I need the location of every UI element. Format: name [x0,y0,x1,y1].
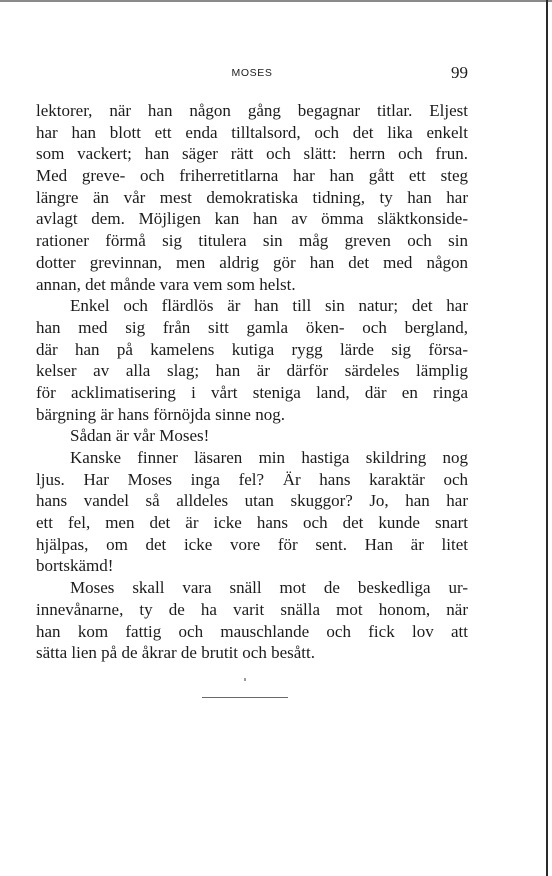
text-line: bärgning är hans förnöjda sinne nog. [36,404,285,424]
section-end-rule [202,697,288,698]
text-line: lektorer, när han någon gång begagnar titlar. Eljest [36,101,468,120]
text-line: sätta lien på de åkrar de brutit och besått. [36,643,315,663]
page-right-edge [546,0,548,876]
ink-speck [244,678,246,681]
text-line: ett fel, men det är icke hans och det kunde snart [36,513,468,533]
text-line: innevånarne, ty de ha varit snälla mot honom, när [36,599,468,619]
text-line: för acklimatisering i vårt steniga land, där en ringa [36,382,468,402]
body-text [36,100,468,664]
running-head [36,63,468,84]
text-line: han med sig från sitt gamla öken- och bergland, [36,317,468,337]
text-line: kelser av alla slag; han är därför särdeles lämplig [36,361,468,381]
text-line: avlagt dem. Möjligen kan han av ömma släktkonside- [36,209,468,229]
page-top-edge [0,0,552,2]
page-number: 99 [451,63,468,82]
running-title: MOSES [231,67,273,79]
text-line: bortskämd! [36,556,114,576]
text-line: som vackert; han säger rätt och slätt: herrn och frun. [36,144,468,164]
text-line: har han blott ett enda tilltalsord, och det lika enkelt [36,122,468,142]
text-line: längre än vår mest demokratiska tidning, ty han har [36,187,468,207]
text-line: dotter grevinnan, men aldrig gör han det med någon [36,252,468,272]
text-line: Sådan är vår Moses! [70,426,210,446]
text-line: annan, det månde vara vem som helst. [36,274,296,294]
text-line: hjälpas, om det icke vore för sent. Han är litet [36,534,468,554]
text-line: Enkel och flärdlös är han till sin natur; det har [70,296,468,316]
text-line: han kom fattig och mauschlande och fick lov att [36,621,468,641]
text-line: Moses skall vara snäll mot de beskedliga ur- [70,578,468,598]
text-line: rationer förmå sig titulera sin måg greven och sin [36,231,468,251]
text-line: där han på kamelens kutiga rygg lärde sig försa- [36,339,468,359]
text-line: hans vandel så alldeles utan skuggor? Jo, han har [36,491,468,511]
text-line: ljus. Har Moses inga fel? Är hans karaktär och [36,469,468,489]
text-line: Kanske finner läsaren min hastiga skildring nog [70,448,468,467]
text-line: Med greve- och friherretitlarna har han gått ett steg [36,166,468,186]
